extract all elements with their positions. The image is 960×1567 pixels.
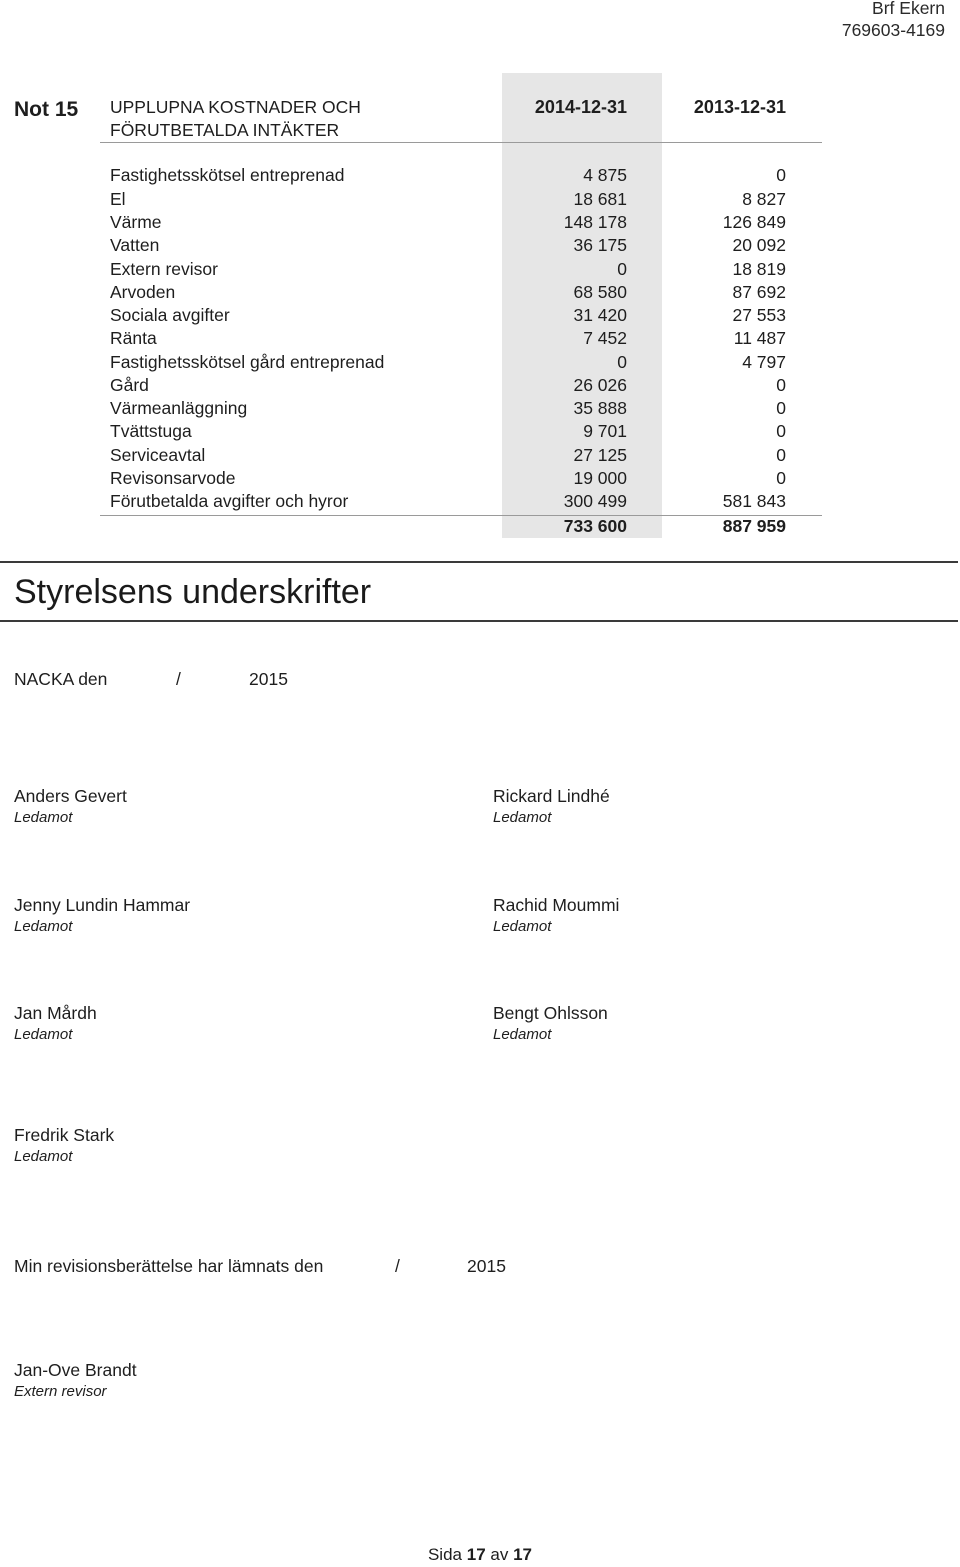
signatory-name: Rachid Moummi [493,895,620,915]
row-label: Värme [110,211,162,232]
place-date-text: NACKA den [14,669,108,689]
column-header-2014: 2014-12-31 [534,97,627,117]
row-value-2014: 26 026 [573,374,627,395]
row-value-2014: 19 000 [573,468,627,489]
row-label: Ränta [110,328,157,349]
audit-statement-text: Min revisionsberättelse har lämnats den [14,1256,324,1276]
table-row [0,397,960,420]
signatures-heading: Styrelsens underskrifter [14,573,372,611]
auditor-role: Extern revisor [14,1383,107,1400]
table-row [0,304,960,327]
footer-page-number: 17 [466,1545,486,1564]
header-divider [100,142,822,143]
signatory-role: Ledamot [493,809,552,826]
row-value-2013: 0 [776,468,786,489]
signatory-role: Ledamot [493,918,552,935]
row-value-2014: 68 580 [573,281,627,302]
row-value-2014: 300 499 [563,491,627,512]
table-row [0,374,960,397]
row-value-2014: 148 178 [563,211,627,232]
row-value-2013: 0 [776,421,786,442]
row-label: El [110,188,126,209]
row-value-2013: 11 487 [733,328,786,349]
row-value-2014: 0 [617,258,627,279]
row-value-2013: 27 553 [732,305,786,326]
section-bottom-rule [0,620,958,622]
table-row [0,327,960,350]
table-row [0,234,960,257]
footer-of-word: av [490,1545,509,1564]
audit-statement-year: 2015 [467,1256,506,1276]
column-header-2013: 2013-12-31 [693,97,786,117]
total-2013: 887 959 [722,516,786,536]
row-value-2014: 18 681 [573,188,627,209]
row-value-2013: 126 849 [722,211,786,232]
note-label: Not 15 [14,98,79,121]
row-value-2014: 27 125 [573,444,627,465]
total-divider [100,515,822,516]
auditor-name: Jan-Ove Brandt [14,1360,137,1380]
row-label: Fastighetsskötsel entreprenad [110,165,345,186]
row-label: Värmeanläggning [110,398,248,419]
footer-page-total: 17 [513,1545,533,1564]
org-name: Brf Ekern [872,0,945,18]
row-value-2013: 20 092 [732,235,786,256]
signatory-name: Jenny Lundin Hammar [14,895,191,915]
row-value-2013: 8 827 [742,188,786,209]
table-row [0,281,960,304]
note-title-line2: FÖRUTBETALDA INTÄKTER [110,120,340,140]
audit-statement-slash: / [395,1256,400,1276]
table-row [0,164,960,187]
table-row [0,211,960,234]
signatory-name: Fredrik Stark [14,1125,115,1145]
table-row [0,258,960,281]
signatory-role: Ledamot [14,809,73,826]
row-label: Revisonsarvode [110,468,236,489]
signatory-name: Bengt Ohlsson [493,1003,608,1023]
row-value-2013: 0 [776,165,786,186]
row-value-2014: 4 875 [583,165,627,186]
signatory-role: Ledamot [14,918,73,935]
row-value-2013: 18 819 [732,258,786,279]
row-value-2014: 36 175 [573,235,627,256]
signatory-name: Anders Gevert [14,786,127,806]
signatory-role: Ledamot [14,1026,73,1043]
row-value-2014: 0 [617,351,627,372]
footer-page-word: Sida [427,1545,462,1564]
row-value-2013: 0 [776,398,786,419]
signatory-name: Rickard Lindhé [493,786,610,806]
row-label: Sociala avgifter [110,305,230,326]
place-date-slash: / [176,669,181,689]
row-label: Vatten [110,235,160,256]
row-label: Tvättstuga [110,421,192,442]
row-value-2013: 4 797 [742,351,786,372]
row-value-2014: 31 420 [573,305,627,326]
row-value-2013: 581 843 [722,491,786,512]
signatory-name: Jan Mårdh [14,1003,97,1023]
table-row [0,444,960,467]
row-label: Gård [110,374,149,395]
signatory-role: Ledamot [14,1148,73,1165]
row-label: Extern revisor [110,258,218,279]
row-value-2014: 7 452 [583,328,627,349]
section-top-rule [0,561,958,563]
row-value-2013: 0 [776,374,786,395]
row-value-2014: 9 701 [583,421,627,442]
table-row [0,420,960,443]
table-row [0,490,960,513]
row-label: Förutbetalda avgifter och hyror [110,491,349,512]
table-row [0,467,960,490]
place-date-year: 2015 [249,669,288,689]
total-2014: 733 600 [563,516,627,536]
row-value-2013: 87 692 [732,281,786,302]
table-row [0,351,960,374]
row-label: Arvoden [110,281,176,302]
row-value-2014: 35 888 [573,398,627,419]
note-rows [0,164,960,513]
table-row [0,188,960,211]
org-number: 769603-4169 [841,20,945,40]
page-footer [0,1544,960,1566]
row-value-2013: 0 [776,444,786,465]
row-label: Fastighetsskötsel gård entreprenad [110,351,385,372]
row-label: Serviceavtal [110,444,206,465]
note-title-line1: UPPLUPNA KOSTNADER OCH [110,97,361,117]
signatory-role: Ledamot [493,1026,552,1043]
